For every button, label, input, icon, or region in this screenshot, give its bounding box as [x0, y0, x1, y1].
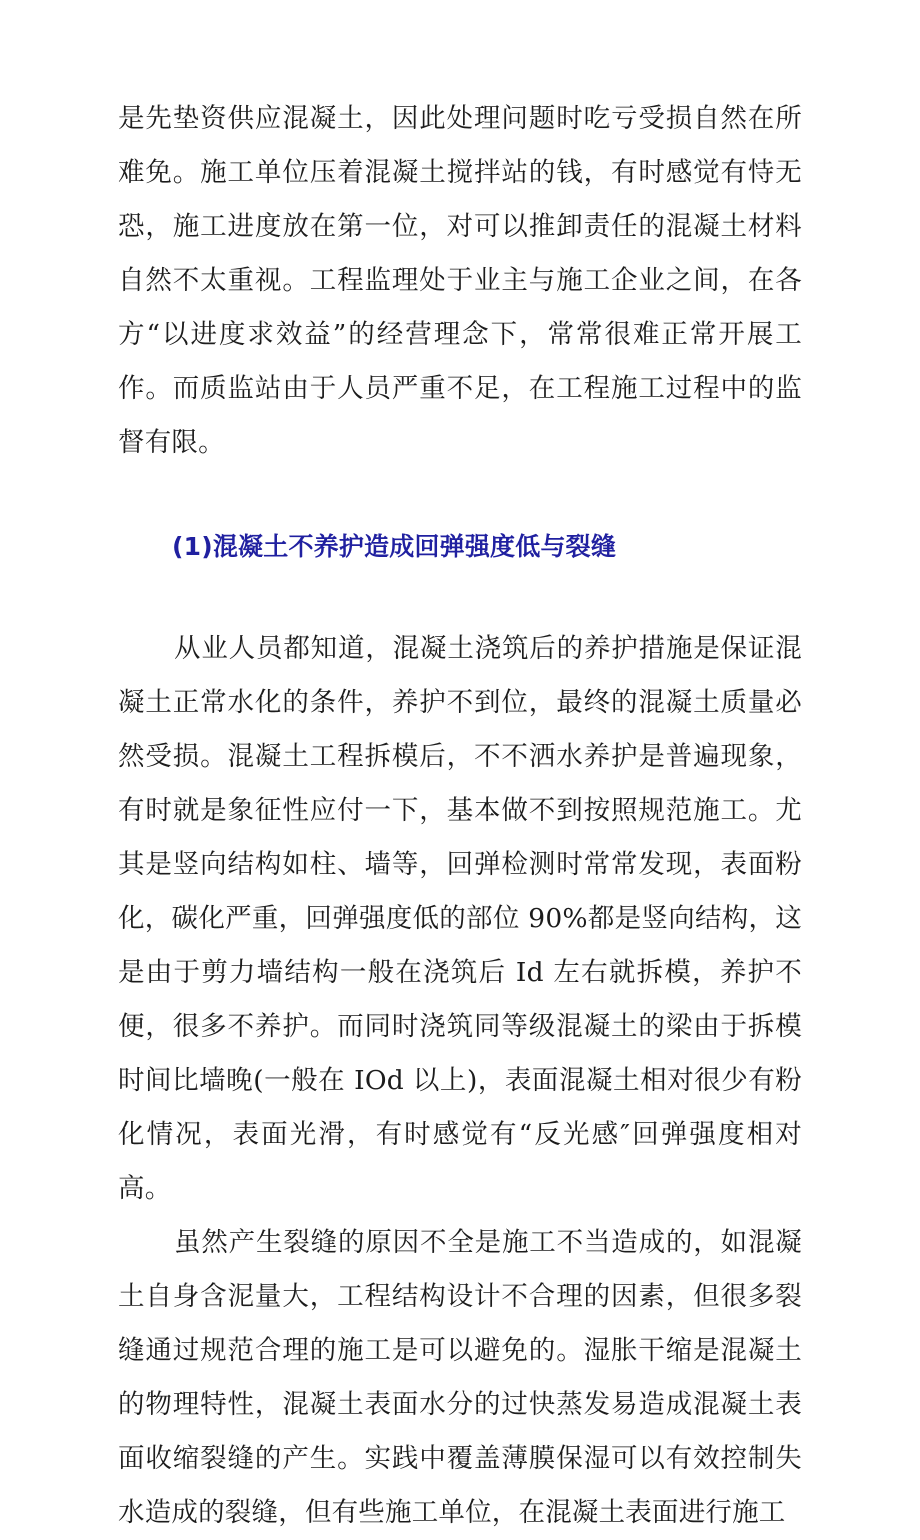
body-paragraph-3: 虽然产生裂缝的原因不全是施工不当造成的，如混凝土自身含泥量大，工程结构设计不合理的因素，但很多裂缝通过规范合理的施工是可以避免的。湿胀干缩是混凝土的物理特性，混凝土表面水分的过快蒸发易造成混凝土表面收缩裂缝的产生。实践中覆盖薄膜保湿可以有效控制失水造成的裂缝，但有些施工单位，在混凝土表面进行施工: [118, 1227, 802, 1528]
heading-spacer-bottom: [118, 574, 802, 622]
heading-spacer-top: [118, 470, 802, 520]
body-paragraph-1: 是先垫资供应混凝土，因此处理问题时吃亏受损自然在所难免。施工单位压着混凝土搅拌站的钱，有时感觉有恃无恐，施工进度放在第一位，对可以推卸责任的混凝土材料自然不太重视。工程监理处于业主与施工企业之间，在各方“以进度求效益”的经营理念下，常常很难正常开展工作。而质监站由于人员严重不足，在工程施工过程中的监督有限。: [118, 103, 802, 458]
body-paragraph-2: 从业人员都知道，混凝土浇筑后的养护措施是保证混凝土正常水化的条件，养护不到位，最终的混凝土质量必然受损。混凝土工程拆模后，不不洒水养护是普遍现象，有时就是象征性应付一下，基本做不到按照规范施工。尤其是竖向结构如柱、墙等，回弹检测时常常发现，表面粉化，碳化严重，回弹强度低的部位 90%都是竖向结构，这是由于剪力墙结构一般在浇筑后 Id 左右就拆模，养护不便，很多不养护。而同时浇筑同等级混凝土的梁由于拆模时间比墙晚(一般在 IOd 以上)，表面混凝土相对很少有粉化情况，表面光滑，有时感觉有“反光感″回弹强度相对高。: [118, 633, 802, 1204]
section-heading-1: (1)混凝土不养护造成回弹强度低与裂缝: [172, 532, 617, 561]
text-column: [118, 92, 802, 1540]
